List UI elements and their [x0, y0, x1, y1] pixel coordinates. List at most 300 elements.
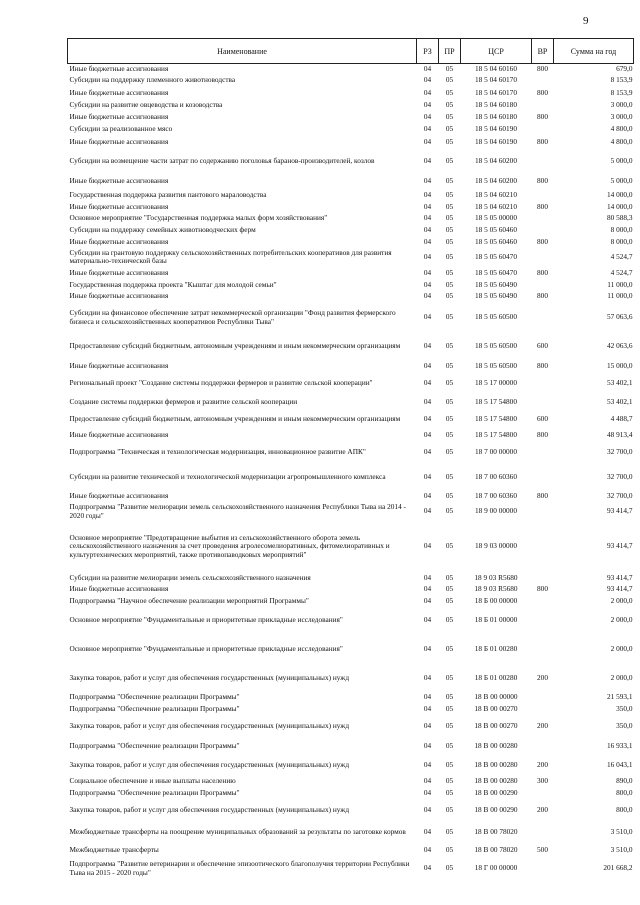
- cell-csr: 18 Б 01 00000: [474, 614, 518, 624]
- cell-csr: 18 5 05 00000: [475, 212, 517, 222]
- cell-vr: 200: [537, 721, 548, 731]
- cell-rz: 04: [423, 251, 432, 261]
- cell-rz: 04: [423, 447, 432, 457]
- cell-vr: [532, 502, 554, 522]
- cell-csr: 18 5 17 54800: [475, 396, 517, 406]
- cell-vr: 800: [537, 584, 548, 594]
- column-header-csr: ЦСР: [461, 39, 532, 64]
- cell-sum: 15 000,0: [606, 360, 633, 370]
- cell-sum: 93 414,7: [606, 584, 633, 594]
- cell-vr: [532, 704, 554, 716]
- table-row: [68, 148, 634, 175]
- cell-name: Иные бюджетные ассигнования: [69, 584, 169, 594]
- cell-rz: 04: [423, 490, 432, 500]
- column-header-name: Наименование: [68, 39, 417, 64]
- cell-csr: 18 9 00 00000: [475, 506, 517, 516]
- cell-pr: 05: [445, 760, 454, 770]
- cell-pr: 05: [445, 430, 454, 440]
- cell-sum: 8 000,0: [610, 236, 633, 246]
- cell-rz: 04: [423, 267, 432, 277]
- cell-sum: 32 700,0: [606, 471, 633, 481]
- cell-sum: 201 668,2: [603, 863, 633, 873]
- cell-name: Иные бюджетные ассигнования: [69, 490, 169, 500]
- cell-sum: 4 800,0: [610, 124, 633, 134]
- cell-vr: 800: [537, 267, 548, 277]
- cell-pr: 05: [445, 692, 454, 702]
- table-row: [68, 692, 634, 704]
- cell-csr: 18 5 04 60170: [475, 75, 517, 85]
- cell-csr: 18 Б 00 00000: [474, 595, 518, 605]
- cell-rz: 04: [423, 614, 432, 624]
- table-row: [68, 633, 634, 666]
- table-row: [68, 224, 634, 237]
- table-row: [68, 99, 634, 112]
- cell-csr: 18 В 00 78020: [474, 827, 518, 837]
- cell-csr: 18 5 04 60190: [475, 136, 517, 146]
- cell-csr: 18 5 04 60170: [475, 87, 517, 97]
- cell-csr: 18 В 00 00290: [474, 788, 518, 798]
- cell-sum: 800,0: [616, 805, 633, 815]
- page-number: 9: [583, 15, 589, 27]
- cell-pr: 05: [445, 845, 454, 855]
- cell-vr: [532, 522, 554, 572]
- cell-vr: [532, 74, 554, 88]
- cell-sum: 11 000,0: [607, 291, 633, 301]
- cell-csr: 18 5 17 00000: [475, 378, 517, 388]
- cell-rz: 04: [423, 224, 432, 234]
- cell-rz: 04: [423, 176, 432, 186]
- cell-vr: 200: [537, 673, 548, 683]
- cell-pr: 05: [445, 414, 454, 424]
- cell-sum: 350,0: [616, 721, 633, 731]
- cell-pr: 05: [445, 291, 454, 301]
- cell-name: Межбюджетные трансферты: [69, 845, 159, 855]
- cell-csr: 18 5 04 60200: [475, 155, 517, 165]
- cell-name: Закупка товаров, работ и услуг для обеспечения государственных (муниципальных) нужд: [69, 760, 350, 770]
- cell-pr: 05: [445, 312, 454, 322]
- table-row: [68, 442, 634, 464]
- cell-csr: 18 5 04 60180: [475, 111, 517, 121]
- cell-name: Предоставление субсидий бюджетным, автономным учреждениям и иным некоммерческим организациям: [69, 340, 401, 350]
- cell-name: Субсидии на возмещение части затрат по содержанию поголовья баранов-производителей, козлов: [69, 155, 375, 165]
- cell-pr: 05: [445, 643, 454, 653]
- cell-sum: 42 063,6: [606, 340, 633, 350]
- cell-csr: 18 В 00 00280: [474, 760, 518, 770]
- cell-pr: 05: [445, 87, 454, 97]
- cell-csr: 18 7 00 60360: [475, 471, 517, 481]
- cell-vr: [532, 822, 554, 844]
- cell-vr: 800: [537, 176, 548, 186]
- cell-sum: 800,0: [616, 788, 633, 798]
- cell-csr: 18 5 05 60500: [475, 312, 517, 322]
- cell-rz: 04: [423, 124, 432, 134]
- cell-name: Субсидии на развитие технической и технологической модернизации агропромышленного комплекса: [69, 471, 386, 481]
- table-row: [68, 704, 634, 716]
- cell-vr: 500: [537, 845, 548, 855]
- table-row: [68, 291, 634, 303]
- cell-sum: 53 402,1: [606, 396, 633, 406]
- cell-sum: 21 593,1: [606, 692, 633, 702]
- cell-rz: 04: [423, 212, 432, 222]
- cell-csr: 18 5 05 60500: [475, 340, 517, 350]
- cell-vr: [532, 303, 554, 333]
- cell-vr: [532, 788, 554, 800]
- cell-sum: 16 933,1: [606, 741, 633, 751]
- cell-pr: 05: [445, 776, 454, 786]
- cell-name: Субсидии на поддержку семейных животноводческих ферм: [69, 224, 256, 234]
- cell-sum: 4 524,7: [610, 267, 633, 277]
- cell-csr: 18 5 05 60490: [475, 291, 517, 301]
- cell-name: Иные бюджетные ассигнования: [69, 111, 169, 121]
- cell-rz: 04: [423, 189, 432, 199]
- cell-sum: 93 414,7: [606, 572, 633, 582]
- cell-name: Межбюджетные трансферты на поощрение муниципальных образований за результаты по заготовке кормов: [69, 827, 406, 837]
- cell-vr: [532, 189, 554, 202]
- cell-vr: [532, 148, 554, 175]
- cell-pr: 05: [445, 360, 454, 370]
- cell-name: Иные бюджетные ассигнования: [69, 267, 169, 277]
- cell-pr: 05: [445, 673, 454, 683]
- cell-sum: 14 000,0: [606, 201, 633, 211]
- cell-pr: 05: [445, 788, 454, 798]
- cell-rz: 04: [423, 63, 432, 73]
- cell-rz: 04: [423, 378, 432, 388]
- cell-rz: 04: [423, 572, 432, 582]
- cell-name: Закупка товаров, работ и услуг для обеспечения государственных (муниципальных) нужд: [69, 673, 350, 683]
- cell-pr: 05: [445, 176, 454, 186]
- cell-pr: 05: [445, 506, 454, 516]
- cell-sum: 16 043,1: [606, 760, 633, 770]
- cell-vr: 800: [537, 291, 548, 301]
- cell-rz: 04: [423, 155, 432, 165]
- cell-vr: [532, 608, 554, 633]
- cell-rz: 04: [423, 643, 432, 653]
- cell-csr: 18 5 04 60180: [475, 99, 517, 109]
- table-row: [68, 522, 634, 572]
- cell-pr: 05: [445, 827, 454, 837]
- cell-vr: [532, 248, 554, 267]
- cell-name: Закупка товаров, работ и услуг для обеспечения государственных (муниципальных) нужд: [69, 721, 350, 731]
- cell-name: Подпрограмма "Научное обеспечение реализации мероприятий Программы": [69, 595, 309, 605]
- cell-rz: 04: [423, 584, 432, 594]
- cell-name: Иные бюджетные ассигнования: [69, 430, 169, 440]
- cell-name: Иные бюджетные ассигнования: [69, 291, 169, 301]
- cell-name: Иные бюджетные ассигнования: [69, 201, 169, 211]
- cell-pr: 05: [445, 267, 454, 277]
- cell-csr: 18 В 00 00270: [474, 704, 518, 714]
- cell-name: Подпрограмма "Обеспечение реализации Программы": [69, 741, 240, 751]
- cell-rz: 04: [423, 136, 432, 146]
- cell-csr: 18 5 17 54800: [475, 430, 517, 440]
- table-row: [68, 373, 634, 395]
- cell-csr: 18 5 04 60160: [475, 63, 517, 73]
- cell-csr: 18 В 00 00280: [474, 741, 518, 751]
- cell-csr: 18 5 05 60490: [475, 279, 517, 289]
- cell-sum: 5 000,0: [610, 155, 633, 165]
- table-row: [68, 716, 634, 738]
- cell-pr: 05: [445, 541, 454, 551]
- table-row: [68, 213, 634, 224]
- cell-vr: 800: [537, 63, 548, 73]
- cell-vr: [532, 738, 554, 756]
- cell-vr: 600: [537, 340, 548, 350]
- table-row: [68, 360, 634, 373]
- cell-pr: 05: [445, 572, 454, 582]
- cell-name: Социальное обеспечение и иные выплаты населению: [69, 776, 236, 786]
- cell-sum: 4 800,0: [610, 136, 633, 146]
- table-row: [68, 123, 634, 137]
- cell-pr: 05: [445, 396, 454, 406]
- cell-name: Иные бюджетные ассигнования: [69, 136, 169, 146]
- table-row: [68, 572, 634, 585]
- cell-rz: 04: [423, 360, 432, 370]
- cell-csr: 18 5 05 60460: [475, 236, 517, 246]
- cell-vr: [532, 99, 554, 112]
- cell-sum: 3 510,0: [610, 827, 633, 837]
- cell-csr: 18 5 04 60200: [475, 176, 517, 186]
- cell-csr: 18 5 05 60470: [475, 267, 517, 277]
- cell-csr: 18 В 00 00280: [474, 776, 518, 786]
- cell-sum: 8 153,9: [610, 75, 633, 85]
- cell-name: Региональный проект "Создание системы поддержки фермеров и развитие сельской кооперации": [69, 378, 373, 388]
- cell-sum: 48 913,4: [606, 430, 633, 440]
- table-row: [68, 502, 634, 522]
- cell-pr: 05: [445, 805, 454, 815]
- cell-rz: 04: [423, 236, 432, 246]
- cell-pr: 05: [445, 614, 454, 624]
- cell-pr: 05: [445, 279, 454, 289]
- cell-sum: 3 510,0: [610, 845, 633, 855]
- cell-vr: 800: [537, 136, 548, 146]
- table-row: [68, 175, 634, 189]
- cell-pr: 05: [445, 447, 454, 457]
- cell-sum: 679,0: [616, 63, 633, 73]
- cell-rz: 04: [423, 99, 432, 109]
- cell-pr: 05: [445, 63, 454, 73]
- cell-csr: 18 В 00 00000: [474, 692, 518, 702]
- cell-name: Подпрограмма "Техническая и технологическая модернизация, инновационное развитие АПК": [69, 447, 366, 457]
- column-header-rz: РЗ: [417, 39, 439, 64]
- table-row: [68, 303, 634, 333]
- cell-sum: 57 063,6: [606, 312, 633, 322]
- cell-rz: 04: [423, 506, 432, 516]
- table-row: [68, 333, 634, 360]
- cell-pr: 05: [445, 111, 454, 121]
- table-row: [68, 608, 634, 633]
- cell-sum: 3 000,0: [610, 99, 633, 109]
- cell-csr: 18 5 04 60190: [475, 124, 517, 134]
- cell-sum: 4 524,7: [610, 251, 633, 261]
- table-row: [68, 738, 634, 756]
- cell-rz: 04: [423, 760, 432, 770]
- cell-name: Иные бюджетные ассигнования: [69, 360, 169, 370]
- cell-pr: 05: [445, 741, 454, 751]
- cell-pr: 05: [445, 212, 454, 222]
- cell-vr: [532, 280, 554, 291]
- cell-vr: [532, 633, 554, 666]
- cell-rz: 04: [423, 201, 432, 211]
- table-row: [68, 88, 634, 99]
- cell-rz: 04: [423, 845, 432, 855]
- cell-pr: 05: [445, 124, 454, 134]
- table-row: [68, 137, 634, 148]
- cell-csr: 18 5 05 60460: [475, 224, 517, 234]
- cell-vr: [532, 373, 554, 395]
- cell-pr: 05: [445, 251, 454, 261]
- cell-csr: 18 7 00 00000: [475, 447, 517, 457]
- table-header-row: [68, 39, 634, 64]
- cell-vr: [532, 395, 554, 410]
- cell-vr: 800: [537, 430, 548, 440]
- table-row: [68, 248, 634, 267]
- cell-sum: 14 000,0: [606, 189, 633, 199]
- cell-name: Субсидии на развитие овцеводства и козоводства: [69, 99, 223, 109]
- cell-pr: 05: [445, 378, 454, 388]
- table-row: [68, 585, 634, 595]
- cell-vr: [532, 442, 554, 464]
- cell-name: Основное мероприятие "Государственная поддержка малых форм хозяйствования": [69, 212, 328, 222]
- budget-table: [67, 38, 634, 880]
- cell-csr: 18 В 00 00270: [474, 721, 518, 731]
- cell-pr: 05: [445, 471, 454, 481]
- cell-sum: 93 414,7: [606, 541, 633, 551]
- cell-vr: [532, 464, 554, 491]
- cell-csr: 18 9 03 R5680: [474, 572, 518, 582]
- cell-vr: [532, 213, 554, 224]
- cell-csr: 18 5 17 54800: [475, 414, 517, 424]
- cell-name: Основное мероприятие "Фундаментальные и приоритетные прикладные исследования": [69, 643, 343, 653]
- cell-rz: 04: [423, 788, 432, 798]
- cell-vr: [532, 572, 554, 585]
- cell-name: Иные бюджетные ассигнования: [69, 236, 169, 246]
- cell-pr: 05: [445, 201, 454, 211]
- table-row: [68, 464, 634, 491]
- cell-name: Государственная поддержка развития пантового мараловодства: [69, 189, 267, 199]
- cell-pr: 05: [445, 721, 454, 731]
- cell-name: Иные бюджетные ассигнования: [69, 87, 169, 97]
- cell-rz: 04: [423, 87, 432, 97]
- cell-name: Подпрограмма "Обеспечение реализации Программы": [69, 788, 240, 798]
- cell-vr: [532, 224, 554, 237]
- cell-pr: 05: [445, 490, 454, 500]
- cell-name: Иные бюджетные ассигнования: [69, 63, 169, 73]
- cell-name: Субсидии на поддержку племенного животноводства: [69, 75, 236, 85]
- cell-csr: 18 5 05 60470: [475, 251, 517, 261]
- cell-name: Субсидии на грантовую поддержку сельскохозяйственных потребительских кооперативов для развития материально-технической базы: [69, 247, 392, 265]
- cell-pr: 05: [445, 136, 454, 146]
- cell-csr: 18 5 04 60210: [475, 201, 517, 211]
- cell-sum: 4 488,7: [610, 414, 633, 424]
- column-header-vr: ВР: [532, 39, 554, 64]
- cell-rz: 04: [423, 430, 432, 440]
- table-row: [68, 595, 634, 608]
- table-row: [68, 410, 634, 430]
- cell-pr: 05: [445, 75, 454, 85]
- table-row: [68, 491, 634, 502]
- table-row: [68, 74, 634, 88]
- cell-rz: 04: [423, 673, 432, 683]
- column-header-sum: Сумма на год: [554, 39, 634, 64]
- cell-rz: 04: [423, 471, 432, 481]
- cell-rz: 04: [423, 721, 432, 731]
- cell-name: Подпрограмма "Развитие ветеринарии и обеспечение эпизоотического благополучия территории Республики Тыва на 2015 - 2020 годы": [69, 859, 410, 877]
- cell-vr: 800: [537, 236, 548, 246]
- cell-sum: 2 000,0: [610, 673, 633, 683]
- cell-pr: 05: [445, 224, 454, 234]
- column-header-pr: ПР: [439, 39, 461, 64]
- cell-rz: 04: [423, 595, 432, 605]
- cell-sum: 8 153,9: [610, 87, 633, 97]
- cell-vr: [532, 123, 554, 137]
- cell-csr: 18 Б 01 00280: [474, 643, 518, 653]
- table-row: [68, 666, 634, 692]
- cell-vr: 200: [537, 805, 548, 815]
- cell-rz: 04: [423, 279, 432, 289]
- cell-vr: 800: [537, 87, 548, 97]
- cell-rz: 04: [423, 75, 432, 85]
- cell-name: Основное мероприятие "Фундаментальные и приоритетные прикладные исследования": [69, 614, 343, 624]
- cell-name: Иные бюджетные ассигнования: [69, 176, 169, 186]
- cell-name: Субсидии на развитие мелиорации земель сельскохозяйственного назначения: [69, 572, 311, 582]
- cell-name: Подпрограмма "Обеспечение реализации Программы": [69, 704, 240, 714]
- table-row: [68, 800, 634, 822]
- cell-name: Подпрограмма "Обеспечение реализации Программы": [69, 692, 240, 702]
- cell-pr: 05: [445, 236, 454, 246]
- cell-rz: 04: [423, 827, 432, 837]
- cell-rz: 04: [423, 291, 432, 301]
- cell-pr: 05: [445, 189, 454, 199]
- cell-vr: [532, 858, 554, 880]
- cell-sum: 93 414,7: [606, 506, 633, 516]
- cell-rz: 04: [423, 541, 432, 551]
- cell-vr: [532, 595, 554, 608]
- table-row: [68, 788, 634, 800]
- cell-sum: 8 000,0: [610, 224, 633, 234]
- cell-vr: 300: [537, 776, 548, 786]
- table-row: [68, 280, 634, 291]
- table-row: [68, 430, 634, 442]
- cell-pr: 05: [445, 340, 454, 350]
- table-row: [68, 112, 634, 123]
- table-row: [68, 858, 634, 880]
- cell-sum: 32 700,0: [606, 447, 633, 457]
- cell-name: Подпрограмма "Развитие мелиорации земель сельскохозяйственного назначения Республики Тыва на 2014 - 2020 годы": [69, 502, 406, 520]
- cell-sum: 53 402,1: [606, 378, 633, 388]
- cell-sum: 3 000,0: [610, 111, 633, 121]
- cell-vr: 800: [537, 490, 548, 500]
- cell-pr: 05: [445, 99, 454, 109]
- table-row: [68, 189, 634, 202]
- cell-rz: 04: [423, 863, 432, 873]
- cell-sum: 80 588,3: [606, 212, 633, 222]
- cell-rz: 04: [423, 340, 432, 350]
- cell-name: Основное мероприятие "Предотвращение выбытия из сельскохозяйственного оборота земель сельскохозяйственного назначения за счет проведения агролесомелиоративных, фитомелиоративных и культуртехнических мероприятий, также противопаводковых мероприятий": [69, 533, 390, 559]
- cell-rz: 04: [423, 414, 432, 424]
- cell-pr: 05: [445, 595, 454, 605]
- table-row: [68, 64, 634, 74]
- table-row: [68, 822, 634, 844]
- cell-rz: 04: [423, 111, 432, 121]
- cell-name: Государственная поддержка проекта "Кыштаг для молодой семьи": [69, 279, 277, 289]
- cell-csr: 18 В 00 00290: [474, 805, 518, 815]
- cell-rz: 04: [423, 741, 432, 751]
- cell-name: Закупка товаров, работ и услуг для обеспечения государственных (муниципальных) нужд: [69, 805, 350, 815]
- cell-csr: 18 9 03 00000: [475, 541, 517, 551]
- cell-name: Субсидии на финансовое обеспечение затрат некоммерческой организации "Фонд развития фермерского бизнеса и сельскохозяйственных кооперативов Республики Тыва": [69, 308, 396, 326]
- cell-vr: 800: [537, 360, 548, 370]
- cell-vr: [532, 692, 554, 704]
- table-row: [68, 395, 634, 410]
